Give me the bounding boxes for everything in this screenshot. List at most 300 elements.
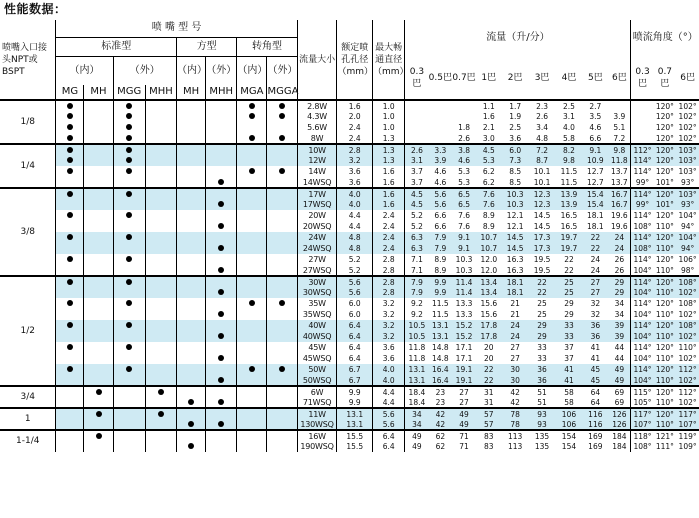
spray-angle-cell: 118° [631,430,654,441]
capacity-size-cell: 27W [297,254,337,265]
flow-rate-cell [405,100,429,111]
flow-header: 流量（升/分） [405,20,631,56]
flow-rate-cell: 69 [608,397,631,408]
model-availability-cell [145,430,176,441]
max-free-passage-cell: 2.8 [373,254,405,265]
flow-rate-cell: 4.0 [563,123,575,132]
availability-dot-icon [126,300,132,306]
spray-angle-cell: 114° [633,211,652,220]
table-row [0,210,699,221]
flow-rate-cell: 16.7 [608,188,631,199]
flow-rate-cell: 14.8 [431,343,449,352]
model-availability-cell [237,166,267,177]
model-availability-cell [206,364,237,375]
model-availability-cell [237,430,267,441]
flow-rate-cell: 24 [502,331,529,342]
model-availability-cell [84,441,113,452]
capacity-size-cell: 14W [297,166,337,177]
spray-angle-cell: 114° [631,364,654,375]
model-availability-cell [267,254,297,265]
spray-angle-cell: 106° [678,255,697,264]
model-availability-cell [206,166,237,177]
model-availability-cell [177,232,206,243]
model-availability-cell [237,111,267,122]
capacity-size-cell: 14WSQ [297,177,337,188]
model-availability-cell [177,155,206,166]
flow-rate-cell: 19.5 [533,255,551,264]
flow-rate-cell: 5.3 [458,177,470,187]
model-availability-cell [267,265,297,276]
flow-rate-cell: 37 [564,343,574,352]
model-availability-cell [206,122,237,133]
flow-rate-cell: 15.2 [452,331,476,342]
capacity-size-cell: 6W [297,386,337,397]
spray-angle-cell: 104° [631,287,654,298]
spray-angle-cell: 110° [654,375,677,386]
model-availability-cell [177,430,206,441]
flow-rate-cell: 8.9 [434,265,447,275]
orifice-diameter-cell: 5.2 [337,254,373,265]
spray-angle-cell: 110° [655,397,674,407]
availability-dot-icon [218,377,224,383]
flow-rate-cell: 27 [582,287,608,298]
square-outer-header: （外） [206,56,237,85]
connection-size-cell: 1/2 [0,276,56,386]
flow-rate-cell: 4.6 [434,167,447,176]
flow-rate-cell: 25 [556,276,583,287]
model-availability-cell [145,133,176,144]
flow-rate-cell: 3.9 [608,111,631,122]
model-availability-cell [145,254,176,265]
table-row [0,276,699,287]
orifice-diameter-cell: 6.4 [337,320,373,331]
spray-angle-cell: 93° [676,199,699,210]
model-availability-cell [145,188,176,199]
flow-rate-cell: 29 [608,276,631,287]
flow-rate-cell: 44 [608,342,631,353]
availability-dot-icon [218,223,224,229]
table-row [0,133,699,144]
flow-rate-cell: 154 [561,442,577,451]
model-availability-cell [237,155,267,166]
flow-rate-cell: 3.9 [429,155,453,166]
performance-table [0,20,699,452]
model-availability-cell [56,232,84,243]
flow-rate-cell: 71 [452,430,476,441]
availability-dot-icon [96,389,102,395]
model-availability-cell [56,122,84,133]
flow-rate-cell: 116 [582,419,608,430]
flow-rate-cell: 8.9 [482,222,495,231]
model-availability-cell [206,419,237,430]
flow-rate-cell: 49 [608,375,631,386]
model-availability-cell [237,287,267,298]
flow-rate-cell: 17.3 [529,232,556,243]
orifice-diameter-cell: 4.4 [337,210,373,221]
spray-angle-cell: 114° [633,343,652,352]
flow-rate-cell [429,122,453,133]
availability-dot-icon [279,103,285,109]
model-availability-cell [145,320,176,331]
flow-rate-cell: 7.9 [405,276,429,287]
model-availability-cell [237,364,267,375]
max-free-passage-cell: 3.2 [373,320,405,331]
model-availability-cell [84,122,113,133]
model-availability-cell [56,287,84,298]
flow-rate-cell: 126 [608,408,631,419]
availability-dot-icon [249,366,255,372]
flow-rate-cell: 24 [502,320,529,331]
model-availability-cell [177,408,206,419]
flow-rate-cell: 9.1 [452,232,476,243]
flow-rate-cell: 3.3 [429,144,453,155]
orifice-diameter-cell: 5.6 [337,287,373,298]
model-code-header: MH [84,85,113,100]
flow-pressure-header: 0.5巴 [429,56,453,100]
flow-rate-cell: 2.3 [529,100,556,111]
model-availability-cell [237,254,267,265]
model-availability-cell [267,364,297,375]
flow-rate-cell: 24 [590,265,601,275]
table-row [0,419,699,430]
max-free-passage-cell: 2.8 [373,287,405,298]
model-availability-cell [267,375,297,386]
flow-rate-cell: 3.4 [536,123,549,132]
flow-rate-cell: 12.7 [586,167,604,176]
model-availability-cell [237,386,267,397]
flow-rate-cell: 93 [529,408,556,419]
spray-angle-cell: 120° [655,133,674,143]
flow-rate-cell: 4.6 [434,177,447,187]
availability-dot-icon [67,344,73,350]
spray-angle-cell: 110° [654,419,677,430]
model-availability-cell [145,155,176,166]
flow-rate-cell: 13.7 [608,177,631,188]
orifice-diameter-cell: 4.4 [337,221,373,232]
flow-rate-cell: 6.2 [482,177,495,187]
model-availability-cell [267,221,297,232]
flow-rate-cell: 4.5 [405,188,429,199]
angle-inner-header: （内） [237,56,267,85]
model-availability-cell [113,419,145,430]
availability-dot-icon [67,212,73,218]
flow-rate-cell: 78 [502,419,529,430]
flow-rate-cell: 30 [502,375,529,386]
model-availability-cell [113,298,145,309]
flow-rate-cell: 33 [556,331,583,342]
model-availability-cell [177,298,206,309]
model-availability-cell [145,144,176,155]
flow-rate-cell: 6.3 [405,232,429,243]
spray-angle-cell: 110° [654,331,677,342]
model-availability-cell [177,287,206,298]
capacity-size-cell: 10W [297,144,337,155]
standard-outer-header: （外） [113,56,177,85]
max-free-passage-cell: 4.0 [373,375,405,386]
model-availability-cell [145,364,176,375]
flow-rate-cell: 6.6 [434,211,447,220]
table-row [0,100,699,111]
flow-rate-cell: 8.2 [556,144,583,155]
spray-angle-cell: 108° [676,276,699,287]
table-row [0,342,699,353]
flow-rate-cell: 13.4 [476,287,502,298]
model-availability-cell [84,188,113,199]
flow-rate-cell: 7.6 [458,211,470,220]
flow-rate-cell: 5.3 [476,155,502,166]
availability-dot-icon [188,421,194,427]
spray-angle-cell: 102° [678,123,697,132]
flow-rate-cell: 169 [582,430,608,441]
max-free-passage-cell: 2.8 [373,276,405,287]
orifice-diameter-cell: 2.0 [337,111,373,122]
flow-rate-cell: 20 [484,354,494,363]
model-availability-cell [177,254,206,265]
flow-rate-cell: 7.1 [410,265,423,275]
model-availability-cell [84,419,113,430]
availability-dot-icon [279,300,285,306]
spray-angle-cell: 108° [631,243,654,254]
availability-dot-icon [126,279,132,285]
availability-dot-icon [279,113,285,119]
model-code-header: MHH [145,85,176,100]
model-availability-cell [177,133,206,144]
model-availability-cell [145,210,176,221]
spray-angle-cell: 103° [676,188,699,199]
model-availability-cell [84,397,113,408]
flow-rate-cell: 7.6 [476,199,502,210]
flow-rate-cell: 22 [529,287,556,298]
max-free-passage-cell: 1.6 [373,188,405,199]
flow-rate-cell: 126 [608,419,631,430]
flow-rate-cell: 58 [556,386,583,397]
model-availability-cell [237,177,267,188]
model-availability-cell [145,199,176,210]
flow-rate-cell: 15.6 [480,299,498,308]
spray-angle-cell: 120° [654,408,677,419]
model-availability-cell [267,331,297,342]
model-availability-cell [145,309,176,320]
flow-rate-cell [429,111,453,122]
availability-dot-icon [249,103,255,109]
capacity-size-header: 流量大小 [297,20,337,100]
spray-angle-cell: 104° [633,310,652,319]
flow-rate-cell: 21 [510,299,520,308]
model-availability-cell [206,188,237,199]
model-availability-cell [206,441,237,452]
spray-angle-cell: 102° [678,112,697,121]
model-availability-cell [267,144,297,155]
flow-rate-cell: 5.1 [608,122,631,133]
model-availability-cell [267,386,297,397]
model-availability-cell [267,232,297,243]
flow-rate-cell: 45 [582,375,608,386]
flow-rate-cell: 49 [608,364,631,375]
flow-rate-cell: 6.5 [452,188,476,199]
model-availability-cell [267,298,297,309]
max-free-passage-cell: 2.4 [373,232,405,243]
spray-angle-cell: 109° [678,442,697,451]
flow-rate-cell: 62 [435,442,446,451]
availability-dot-icon [67,256,73,262]
flow-rate-cell: 13.1 [405,364,429,375]
max-free-passage-cell: 6.4 [373,430,405,441]
flow-rate-cell: 44 [608,353,631,364]
spray-angle-cell: 120° [654,276,677,287]
flow-rate-cell: 13.4 [476,276,502,287]
model-availability-cell [113,188,145,199]
model-availability-cell [267,276,297,287]
flow-rate-cell: 34 [608,298,631,309]
model-availability-cell [56,210,84,221]
flow-rate-cell: 106 [556,419,583,430]
model-availability-cell [56,309,84,320]
flow-rate-cell: 27 [452,386,476,397]
model-availability-cell [177,166,206,177]
angle-pressure-header: 0.7巴 [654,56,677,100]
availability-dot-icon [126,147,132,153]
model-availability-cell [206,144,237,155]
flow-rate-cell: 1.1 [476,100,502,111]
model-availability-cell [56,166,84,177]
orifice-diameter-cell: 3.6 [337,166,373,177]
table-row [0,265,699,276]
flow-pressure-header: 5巴 [582,56,608,100]
flow-rate-cell: 9.9 [429,287,453,298]
flow-rate-cell: 27 [510,343,520,352]
model-availability-cell [84,364,113,375]
flow-rate-cell: 14.8 [431,354,449,363]
model-availability-cell [84,408,113,419]
model-availability-cell [56,353,84,364]
model-code-header: MGGA [267,85,297,100]
spray-angle-cell: 99° [631,199,654,210]
max-free-passage-cell: 1.6 [373,166,405,177]
flow-rate-cell: 9.2 [410,299,423,308]
model-availability-cell [113,331,145,342]
model-availability-cell [56,177,84,188]
availability-dot-icon [218,355,224,361]
flow-rate-cell: 12.3 [529,188,556,199]
flow-rate-cell: 17.1 [455,343,473,352]
model-availability-cell [237,298,267,309]
spray-angle-cell: 110° [678,343,697,352]
flow-rate-cell: 3.1 [563,112,575,121]
model-code-header: MG [56,85,84,100]
model-availability-cell [237,210,267,221]
orifice-diameter-cell: 6.4 [337,342,373,353]
max-free-passage-cell: 6.4 [373,441,405,452]
table-row [0,221,699,232]
nozzle-type-header: 喷 嘴 型 号 [56,20,297,37]
spray-angle-cell: 114° [631,320,654,331]
capacity-size-cell: 8W [297,133,337,144]
spray-angle-cell: 120° [654,155,677,166]
capacity-size-cell: 11W [297,408,337,419]
model-availability-cell [177,111,206,122]
flow-rate-cell: 37 [564,354,574,363]
flow-rate-cell: 116 [582,408,608,419]
capacity-size-cell: 35WSQ [297,309,337,320]
flow-rate-cell: 3.7 [410,167,423,176]
spray-angle-cell [631,111,654,122]
flow-rate-cell: 8.5 [509,177,522,187]
flow-rate-cell: 1.9 [509,112,522,121]
spray-angle-cell: 94° [676,243,699,254]
availability-dot-icon [67,113,73,119]
flow-rate-cell: 22 [529,276,556,287]
model-availability-cell [206,298,237,309]
orifice-diameter-cell: 9.9 [337,386,373,397]
availability-dot-icon [126,157,132,163]
model-availability-cell [56,133,84,144]
flow-rate-cell: 13.1 [429,331,453,342]
spray-angle-cell: 104° [631,331,654,342]
model-availability-cell [177,210,206,221]
spray-angle-cell: 101° [654,199,677,210]
square-inner-header: （内） [177,56,206,85]
connection-size-cell: 1 [0,408,56,430]
flow-rate-cell: 5.2 [410,211,423,220]
flow-rate-cell: 15.4 [582,199,608,210]
flow-rate-cell: 83 [476,430,502,441]
flow-rate-cell: 18.1 [586,222,604,231]
flow-rate-cell: 10.3 [455,255,473,264]
flow-rate-cell: 25 [537,310,547,319]
spray-angle-cell: 110° [654,287,677,298]
model-availability-cell [84,309,113,320]
model-availability-cell [113,122,145,133]
model-availability-cell [56,144,84,155]
standard-inner-header: （内） [56,56,113,85]
model-availability-cell [177,309,206,320]
max-free-passage-cell: 1.3 [373,133,405,144]
model-availability-cell [237,375,267,386]
availability-dot-icon [67,234,73,240]
model-availability-cell [177,364,206,375]
orifice-diameter-cell: 4.0 [337,188,373,199]
flow-rate-cell: 10.3 [455,265,473,275]
flow-rate-cell: 13.9 [556,199,583,210]
flow-rate-cell: 2.6 [536,112,549,121]
flow-rate-cell [452,100,476,111]
flow-rate-cell: 5.8 [563,133,575,143]
availability-dot-icon [218,289,224,295]
model-availability-cell [237,144,267,155]
flow-rate-cell: 4.5 [476,144,502,155]
flow-rate-cell: 7.3 [502,155,529,166]
availability-dot-icon [218,179,224,185]
model-availability-cell [145,177,176,188]
flow-rate-cell: 42 [429,419,453,430]
flow-rate-cell: 7.9 [405,287,429,298]
model-availability-cell [84,254,113,265]
flow-rate-cell: 18.1 [586,211,604,220]
flow-rate-cell: 10.9 [582,155,608,166]
flow-rate-cell: 12.0 [480,255,498,264]
max-free-passage-cell: 3.6 [373,342,405,353]
model-availability-cell [237,419,267,430]
spray-angle-cell: 112° [676,364,699,375]
flow-rate-cell: 33 [537,343,547,352]
max-free-passage-cell: 3.2 [373,331,405,342]
model-availability-cell [84,100,113,111]
flow-rate-cell: 10.3 [502,199,529,210]
flow-rate-cell: 113 [502,430,529,441]
flow-rate-cell: 41 [590,354,601,363]
flow-rate-cell: 9.2 [410,310,423,319]
model-availability-cell [237,276,267,287]
